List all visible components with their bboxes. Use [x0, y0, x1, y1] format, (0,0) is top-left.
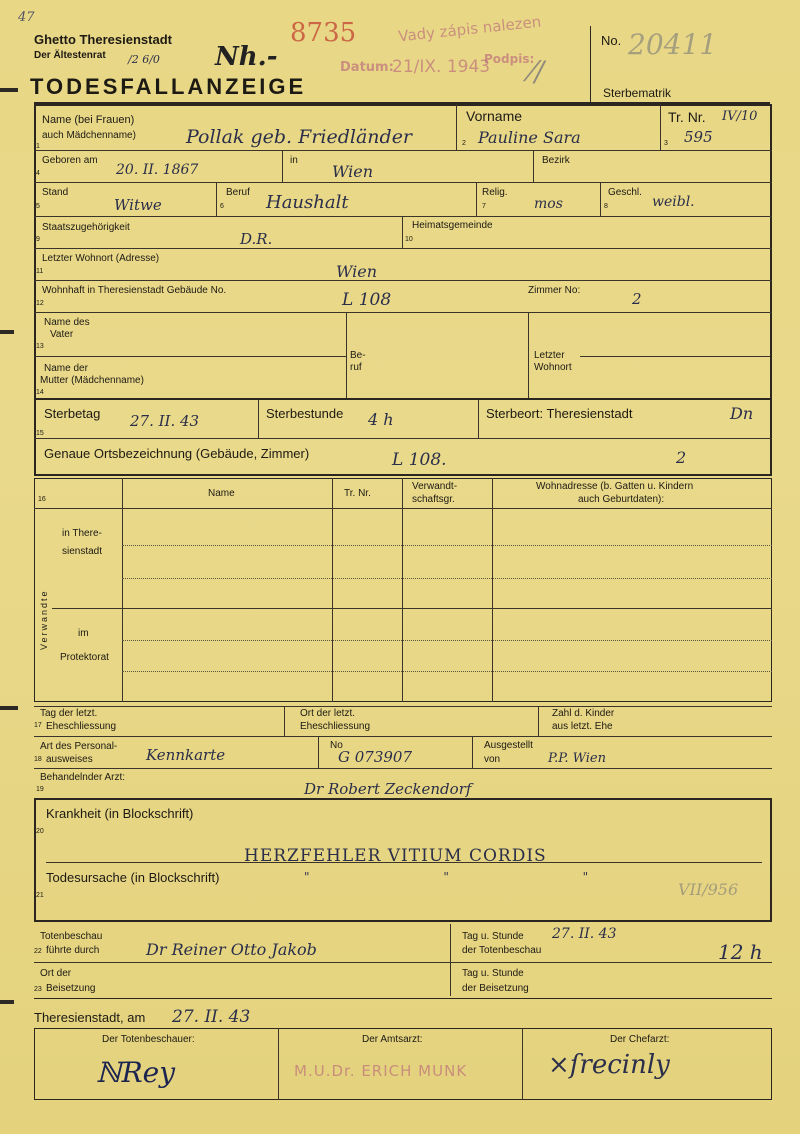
- letzter-label: Letzter: [534, 350, 565, 361]
- totenbeschau-value: Dr Reiner Otto Jakob: [146, 940, 317, 959]
- form-title: TODESFALLANZEIGE: [30, 74, 307, 99]
- vater-label-2: Vater: [50, 329, 74, 340]
- wohnort-label: Letzter Wohnort (Adresse): [42, 253, 160, 264]
- field-number: 6: [220, 203, 224, 210]
- col-verw-label-2: schaftsgr.: [412, 494, 455, 505]
- vorname-label: Vorname: [466, 108, 523, 124]
- heimat-label: Heimatsgemeinde: [412, 220, 493, 231]
- name-sub-label: auch Mädchenname): [42, 130, 136, 141]
- beisetzung-tag-label-2: der Beisetzung: [462, 983, 529, 994]
- field-number: 3: [664, 140, 668, 147]
- in-there-label-2: sienstadt: [62, 546, 103, 557]
- verification-stamp: Vady zápis nalezen: [397, 12, 543, 46]
- relig-value: mos: [534, 196, 563, 212]
- bezirk-label: Bezirk: [542, 155, 570, 166]
- footer-place-value: 27. II. 43: [172, 1007, 251, 1027]
- zimmer-label: Zimmer No:: [528, 285, 581, 296]
- field-number: 15: [36, 430, 44, 437]
- datum-value: 21/IX. 1943: [392, 57, 491, 77]
- col-addr-label: Wohnadresse (b. Gatten u. Kindern: [536, 481, 694, 492]
- totenbeschau-tag-label: Tag u. Stunde: [462, 931, 524, 942]
- sig2-stamp: M.U.Dr. ERICH MUNK: [294, 1062, 468, 1080]
- sterbeort-label: Sterbeort: Theresienstadt: [486, 406, 633, 421]
- ausweis-no-label: No: [330, 740, 343, 751]
- field-number: 11: [36, 268, 44, 275]
- ausweis-art-label: Art des Personal-: [40, 741, 118, 752]
- binder-mark: [0, 330, 14, 334]
- sterbestunde-value: 4 h: [368, 410, 394, 429]
- field-number: 5: [36, 203, 40, 210]
- podpis-label: Podpis:: [484, 52, 535, 66]
- vater-label: Name des: [44, 317, 90, 328]
- krankheit-label: Krankheit (in Blockschrift): [46, 806, 194, 821]
- field-number: 19: [36, 786, 44, 793]
- field-number: 20: [36, 828, 44, 835]
- ehe-tag-label-2: Eheschliessung: [46, 721, 117, 732]
- field-number: 10: [405, 236, 413, 243]
- protektorat-label: Protektorat: [60, 652, 109, 663]
- ausweis-art-label-2: ausweises: [46, 754, 93, 765]
- tr-value-number: 595: [684, 128, 713, 146]
- in-there-label: in There-: [62, 528, 102, 539]
- beruf-label: Beruf: [226, 187, 250, 198]
- registry-label: Sterbematrik: [603, 86, 672, 100]
- field-number: 13: [36, 343, 44, 350]
- relig-label: Relig.: [482, 187, 508, 198]
- ehe-ort-label: Ort der letzt.: [300, 708, 356, 719]
- ausgestellt-value: P.P. Wien: [548, 751, 606, 766]
- totenbeschau-label-2: führte durch: [46, 945, 100, 956]
- im-label: im: [78, 628, 89, 639]
- stand-value: Witwe: [114, 196, 162, 214]
- todesursache-label: Todesursache (in Blockschrift): [46, 870, 220, 885]
- ortsbez-room: 2: [676, 448, 687, 467]
- wohnhaft-label: Wohnhaft in Theresienstadt Gebäude No.: [42, 285, 227, 296]
- sterbetag-value: 27. II. 43: [130, 412, 200, 430]
- red-number-handwriting: 8735: [290, 18, 357, 48]
- field-number: 16: [38, 496, 46, 503]
- podpis-signature: ⁄/: [530, 55, 545, 88]
- org-subname: Der Ältestenrat: [34, 50, 106, 61]
- field-number: 7: [482, 203, 486, 210]
- parent-beruf-label: Be-: [350, 350, 366, 361]
- totenbeschau-tag-label-2: der Totenbeschau: [462, 945, 542, 956]
- ortsbez-label: Genaue Ortsbezeichnung (Gebäude, Zimmer): [44, 446, 310, 461]
- binder-mark: [0, 1000, 14, 1004]
- todesursache-marks: " " ": [304, 870, 589, 884]
- no-label: No.: [601, 33, 622, 48]
- datum-label: Datum:: [340, 60, 394, 75]
- vorname-value: Pauline Sara: [478, 128, 581, 147]
- in-label: in: [290, 155, 298, 166]
- ehe-ort-label-2: Eheschliessung: [300, 721, 371, 732]
- ehe-tag-label: Tag der letzt.: [40, 708, 98, 719]
- field-number: 12: [36, 300, 44, 307]
- beisetzung-ort-label: Ort der: [40, 968, 72, 979]
- beruf-value: Haushalt: [266, 192, 349, 213]
- field-number: 14: [36, 389, 44, 396]
- name-label: Name (bei Frauen): [42, 114, 135, 126]
- field-number: 1: [36, 143, 40, 150]
- field-number: 2: [462, 140, 466, 147]
- field-number: 22: [34, 948, 42, 955]
- geschl-label: Geschl.: [608, 187, 642, 198]
- wohnhaft-value: L 108: [342, 290, 392, 310]
- org-name: Ghetto Theresienstadt: [34, 32, 172, 47]
- field-number: 9: [36, 236, 40, 243]
- bracket-mark: Nh.-: [215, 42, 278, 72]
- beisetzung-ort-label-2: Beisetzung: [46, 983, 96, 994]
- sig3-signature: ⨯ſrecinly: [548, 1050, 670, 1080]
- geschl-value: weibl.: [652, 194, 695, 210]
- staat-label: Staatszugehörigkeit: [42, 222, 130, 233]
- stand-label: Stand: [42, 187, 69, 198]
- in-value: Wien: [332, 162, 374, 181]
- verwandte-label: Verwandte: [39, 589, 49, 650]
- mutter-label: Name der: [44, 363, 88, 374]
- arzt-value: Dr Robert Zeckendorf: [304, 780, 472, 798]
- binder-mark: [0, 706, 18, 710]
- ausgestellt-label-2: von: [484, 754, 501, 765]
- field-number: 23: [34, 986, 42, 993]
- wohnort-value: Wien: [336, 262, 378, 281]
- kinder-label: Zahl d. Kinder: [552, 708, 615, 719]
- field-number: 4: [36, 170, 40, 177]
- geboren-value: 20. II. 1867: [116, 162, 199, 178]
- no-value: 20411: [628, 28, 718, 61]
- col-tr-label: Tr. Nr.: [344, 488, 371, 499]
- mutter-label-2: Mutter (Mädchenname): [40, 375, 144, 386]
- relatives-table: [34, 478, 772, 702]
- kinder-label-2: aus letzt. Ehe: [552, 721, 613, 732]
- beisetzung-tag-label: Tag u. Stunde: [462, 968, 524, 979]
- ausweis-no-value: G 073907: [338, 748, 413, 766]
- letzter-label-2: Wohnort: [534, 362, 572, 373]
- zimmer-value: 2: [632, 290, 642, 308]
- tr-value-block: IV/10: [722, 109, 758, 124]
- field-number: 18: [34, 756, 42, 763]
- ausgestellt-label: Ausgestellt: [484, 740, 533, 751]
- sterbestunde-label: Sterbestunde: [266, 406, 344, 421]
- side-note: VII/956: [678, 880, 739, 899]
- field-number: 17: [34, 722, 42, 729]
- sig1-label: Der Totenbeschauer:: [102, 1034, 195, 1045]
- totenbeschau-label: Totenbeschau: [40, 931, 103, 942]
- krankheit-value: HERZFEHLER VITIUM CORDIS: [244, 846, 547, 866]
- ortsbez-value: L 108.: [392, 450, 447, 470]
- staat-value: D.R.: [240, 230, 273, 248]
- binder-mark: [0, 88, 18, 92]
- tr-label: Tr. Nr.: [668, 109, 706, 125]
- parent-beruf-label-2: ruf: [350, 362, 362, 373]
- sig1-signature: ℕRey: [96, 1056, 176, 1089]
- sig2-label: Der Amtsarzt:: [362, 1034, 423, 1045]
- sig3-label: Der Chefarzt:: [610, 1034, 670, 1045]
- arzt-label: Behandelnder Arzt:: [40, 772, 126, 783]
- col-name-label: Name: [208, 488, 235, 499]
- totenbeschau-stunde-value: 12 h: [718, 940, 763, 964]
- geboren-label: Geboren am: [42, 155, 98, 166]
- ausweis-art-value: Kennkarte: [146, 746, 226, 764]
- totenbeschau-tag-value: 27. II. 43: [552, 926, 617, 942]
- corner-number: 47: [18, 10, 35, 25]
- sterbetag-label: Sterbetag: [44, 406, 101, 421]
- footer-place-label: Theresienstadt, am: [34, 1010, 146, 1025]
- col-verw-label: Verwandt-: [412, 481, 458, 492]
- sterbeort-value: Dn: [730, 404, 754, 423]
- field-number: 8: [604, 203, 608, 210]
- serial-handwriting: /2 6/0: [128, 53, 160, 66]
- name-value: Pollak geb. Friedländer: [186, 126, 413, 148]
- col-addr-label-2: auch Geburtdaten):: [578, 494, 665, 505]
- field-number: 21: [36, 892, 44, 899]
